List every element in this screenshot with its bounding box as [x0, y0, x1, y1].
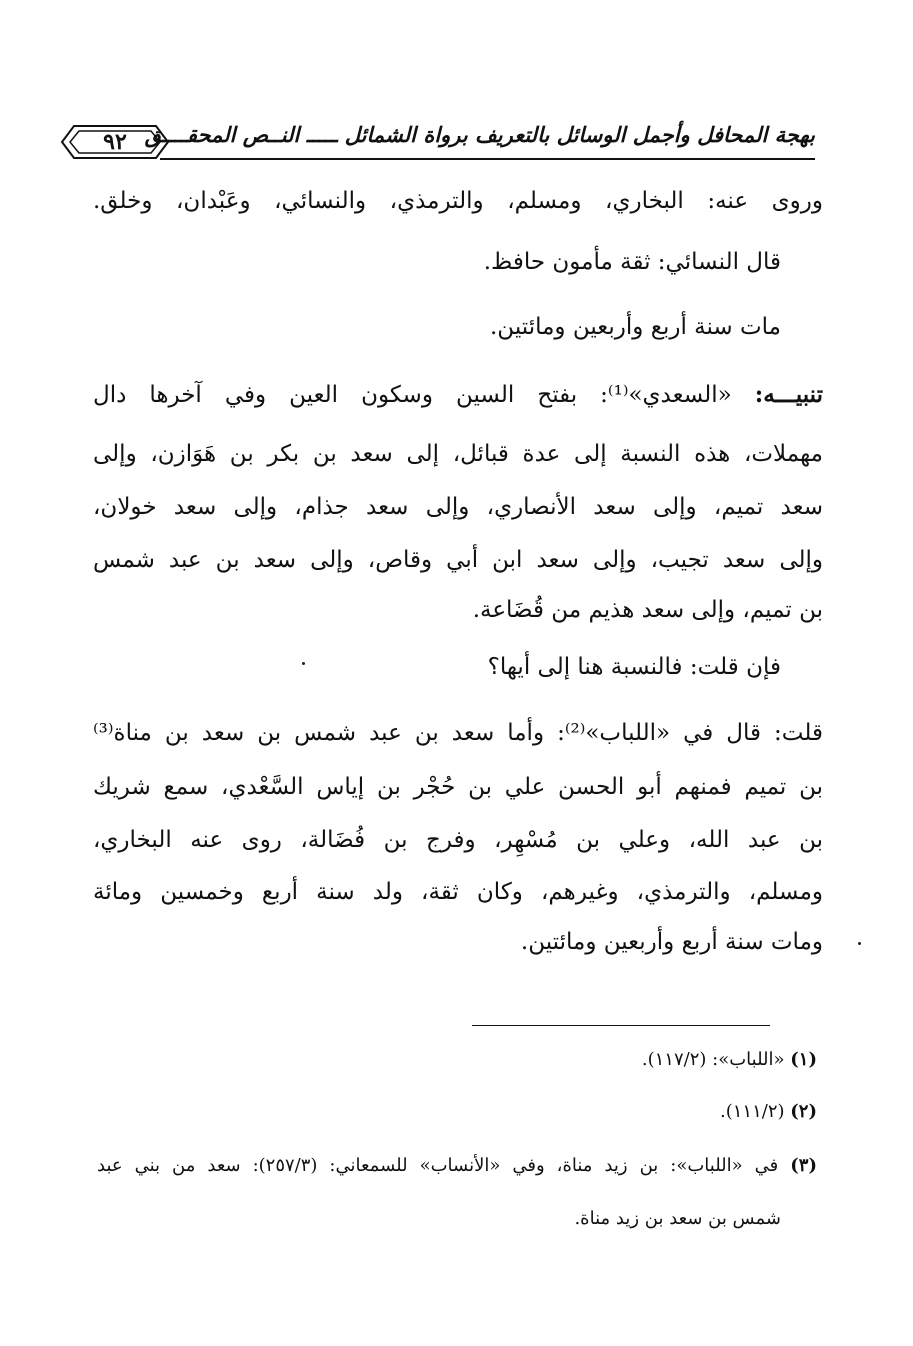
footnote-rule: [472, 1025, 770, 1026]
tanbih-label: تنبيـــه:: [754, 381, 824, 408]
answer-line-2: بن تميم فمنهم أبو الحسن علي بن حُجْر بن إياس السَّعْدي، سمع شريك: [93, 774, 823, 800]
answer-line-5: ومات سنة أربع وأربعين ومائتين.: [520, 929, 823, 955]
header-rule: [160, 158, 815, 160]
tanbih-line-4: وإلى سعد تجيب، وإلى سعد ابن أبي وقاص، وإلى سعد بن عبد شمس: [93, 547, 823, 573]
answer-line-1: قلت: قال في «اللباب»⁽²⁾: وأما سعد بن عبد شمس بن سعد بن مناة⁽³⁾: [93, 720, 823, 746]
page-number-badge: [60, 122, 170, 162]
footnote-text: (١١١/٢).: [720, 1101, 785, 1122]
footnote-number: (١): [790, 1049, 817, 1070]
answer-line-4: ومسلم، والترمذي، وغيرهم، وكان ثقة، ولد سنة أربع وخمسين ومائة: [93, 879, 823, 905]
footnote-text: «اللباب»: (١١٧/٢).: [641, 1049, 785, 1070]
tanbih-line-1: [93, 378, 823, 412]
footnote-3: [97, 1152, 817, 1180]
tanbih-text-1: «السعدي»⁽¹⁾: بفتح السين وسكون العين وفي آخرها دال: [93, 382, 732, 408]
tanbih-line-3: سعد تميم، وإلى سعد الأنصاري، وإلى سعد جذام، وإلى سعد خولان،: [93, 494, 823, 520]
footnote-text: في «اللباب»: بن زيد مناة، وفي «الأنساب» للسمعاني: (٢٥٧/٣): سعد من بني عبد: [97, 1155, 779, 1176]
body-line-1: وروى عنه: البخاري، ومسلم، والترمذي، والنسائي، وعَبْدان، وخلق.: [93, 188, 823, 214]
question-line: فإن قلت: فالنسبة هنا إلى أيها؟: [487, 654, 781, 680]
footnote-number: (٢): [790, 1101, 817, 1122]
tanbih-line-2: مهملات، هذه النسبة إلى عدة قبائل، إلى سعد بن بكر بن هَوَازن، وإلى: [93, 441, 823, 467]
footnote-1: [97, 1046, 817, 1074]
tanbih-line-5: بن تميم، وإلى سعد هذيم من قُضَاعة.: [472, 597, 823, 623]
page-number: ٩٢: [103, 129, 127, 155]
footnote-number: (٣): [790, 1155, 817, 1176]
answer-line-3: بن عبد الله، وعلي بن مُسْهِر، وفرج بن فُضَالة، روى عنه البخاري،: [93, 827, 823, 853]
running-header: [60, 118, 815, 170]
footnote-3-continuation: شمس بن سعد بن زيد مناة.: [574, 1208, 781, 1229]
header-title: بهجة المحافل وأجمل الوسائل بالتعريف برواة الشمائل ـــــ النــص المحقــــق: [144, 122, 815, 147]
scan-speck: [302, 662, 305, 665]
body-line-3: مات سنة أربع وأربعين ومائتين.: [490, 314, 781, 340]
body-line-2: قال النسائي: ثقة مأمون حافظ.: [483, 249, 781, 275]
footnote-2: [97, 1098, 817, 1126]
scan-speck: [858, 942, 861, 945]
